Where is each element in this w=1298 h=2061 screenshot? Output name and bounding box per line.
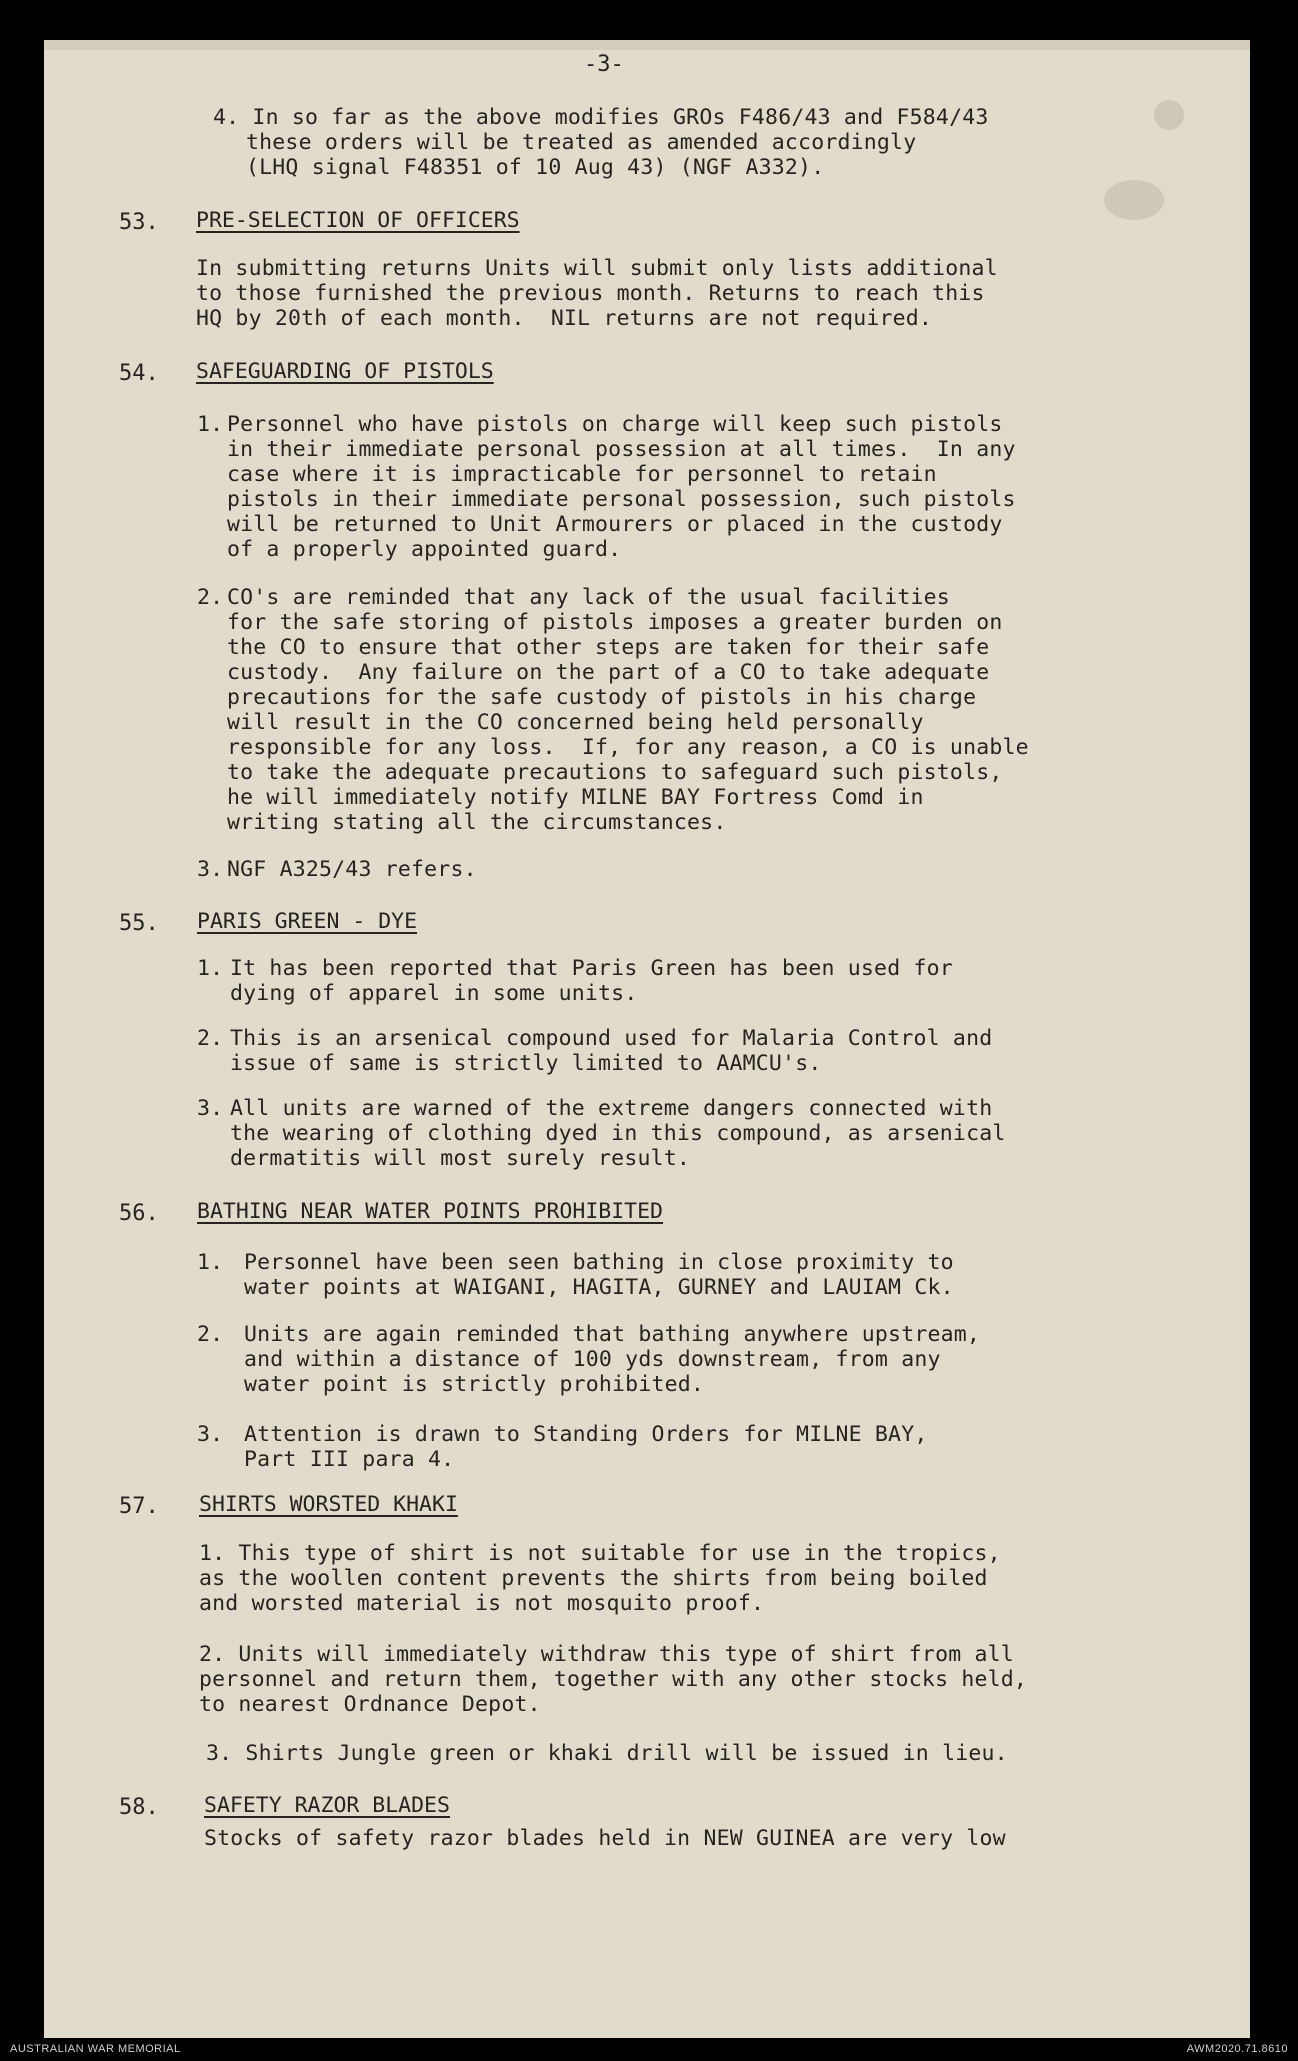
paragraph-line: custody. Any failure on the part of a CO to take adequate [227, 660, 990, 685]
section-heading: PRE-SELECTION OF OFFICERS [196, 208, 520, 233]
item-label: 1. [197, 956, 224, 981]
paragraph-line: of a properly appointed guard. [227, 537, 622, 562]
paragraph-line: HQ by 20th of each month. NIL returns are not required. [196, 306, 933, 331]
paragraph-line: 3. Shirts Jungle green or khaki drill will be issued in lieu. [206, 1741, 1008, 1766]
item-label: 2. [197, 585, 224, 610]
paragraph-line: he will immediately notify MILNE BAY Fortress Comd in [227, 785, 924, 810]
paragraph-line: to those furnished the previous month. Returns to reach this [196, 281, 985, 306]
section-number: 54. [119, 361, 159, 386]
paragraph-line: Personnel have been seen bathing in close proximity to [244, 1250, 954, 1275]
paper-stain [1154, 100, 1184, 130]
page-fold-shadow [44, 40, 1250, 50]
paragraph-line: and worsted material is not mosquito proof. [199, 1591, 765, 1616]
section-heading: SAFETY RAZOR BLADES [204, 1793, 450, 1818]
item-label: 2. [197, 1026, 224, 1051]
paragraph-line: precautions for the safe custody of pistols in his charge [227, 685, 977, 710]
footer-credit: AUSTRALIAN WAR MEMORIAL [10, 2043, 181, 2055]
page-number: -3- [584, 52, 624, 77]
paragraph-line: responsible for any loss. If, for any reason, a CO is unable [227, 735, 1029, 760]
paragraph-line: will be returned to Unit Armourers or placed in the custody [227, 512, 1003, 537]
section-number: 57. [119, 1494, 159, 1519]
paragraph-line: the CO to ensure that other steps are taken for their safe [227, 635, 990, 660]
paragraph-line: in their immediate personal possession at all times. In any [227, 437, 1016, 462]
paragraph-line: will result in the CO concerned being held personally [227, 710, 924, 735]
paragraph-line: Personnel who have pistols on charge will keep such pistols [227, 412, 1003, 437]
paragraph-line: case where it is impracticable for personnel to retain [227, 462, 937, 487]
paragraph-line: This is an arsenical compound used for Malaria Control and [230, 1026, 993, 1051]
paragraph-line: Attention is drawn to Standing Orders for MILNE BAY, [244, 1422, 928, 1447]
paragraph-line: Part III para 4. [244, 1447, 455, 1472]
section-heading: BATHING NEAR WATER POINTS PROHIBITED [197, 1199, 663, 1224]
continuation-line: 4. In so far as the above modifies GROs F486/43 and F584/43 [213, 105, 989, 130]
paragraph-line: Stocks of safety razor blades held in NEW GUINEA are very low [204, 1826, 1006, 1851]
item-label: 2. [197, 1322, 224, 1347]
paragraph-line: CO's are reminded that any lack of the usual facilities [227, 585, 950, 610]
paragraph-line: for the safe storing of pistols imposes a greater burden on [227, 610, 1003, 635]
footer-accession-number: AWM2020.71.8610 [1186, 2043, 1288, 2055]
continuation-line: (LHQ signal F48351 of 10 Aug 43) (NGF A332). [246, 155, 825, 180]
section-heading: PARIS GREEN - DYE [197, 909, 418, 934]
paragraph-line: the wearing of clothing dyed in this compound, as arsenical [230, 1121, 1006, 1146]
paragraph-line: NGF A325/43 refers. [227, 857, 477, 882]
section-number: 53. [119, 210, 159, 235]
paragraph-line: water points at WAIGANI, HAGITA, GURNEY and LAUIAM Ck. [244, 1275, 954, 1300]
paragraph-line: In submitting returns Units will submit only lists additional [196, 256, 998, 281]
item-label: 3. [197, 1096, 224, 1121]
paragraph-line: to nearest Ordnance Depot. [199, 1692, 541, 1717]
paragraph-line: dermatitis will most surely result. [230, 1146, 691, 1171]
paper-stain [1104, 180, 1164, 220]
section-number: 55. [119, 911, 159, 936]
paragraph-line: water point is strictly prohibited. [244, 1372, 705, 1397]
item-label: 1. [197, 1250, 224, 1275]
paragraph-line: 2. Units will immediately withdraw this type of shirt from all [199, 1642, 1014, 1667]
section-number: 58. [119, 1795, 159, 1820]
paragraph-line: 1. This type of shirt is not suitable for use in the tropics, [199, 1541, 1001, 1566]
paragraph-line: pistols in their immediate personal possession, such pistols [227, 487, 1016, 512]
section-heading: SHIRTS WORSTED KHAKI [199, 1492, 458, 1517]
paragraph-line: Units are again reminded that bathing anywhere upstream, [244, 1322, 981, 1347]
paragraph-line: writing stating all the circumstances. [227, 810, 727, 835]
paragraph-line: issue of same is strictly limited to AAMCU's. [230, 1051, 822, 1076]
paragraph-line: dying of apparel in some units. [230, 981, 638, 1006]
paragraph-line: It has been reported that Paris Green has been used for [230, 956, 953, 981]
section-number: 56. [119, 1201, 159, 1226]
paragraph-line: and within a distance of 100 yds downstream, from any [244, 1347, 941, 1372]
paragraph-line: personnel and return them, together with any other stocks held, [199, 1667, 1028, 1692]
paragraph-line: to take the adequate precautions to safeguard such pistols, [227, 760, 1003, 785]
item-label: 1. [197, 412, 224, 437]
paragraph-line: as the woollen content prevents the shirts from being boiled [199, 1566, 988, 1591]
continuation-line: these orders will be treated as amended accordingly [246, 130, 917, 155]
item-label: 3. [197, 857, 224, 882]
item-label: 3. [197, 1422, 224, 1447]
section-heading: SAFEGUARDING OF PISTOLS [196, 359, 494, 384]
paragraph-line: All units are warned of the extreme dangers connected with [230, 1096, 993, 1121]
document-page [44, 40, 1250, 2038]
